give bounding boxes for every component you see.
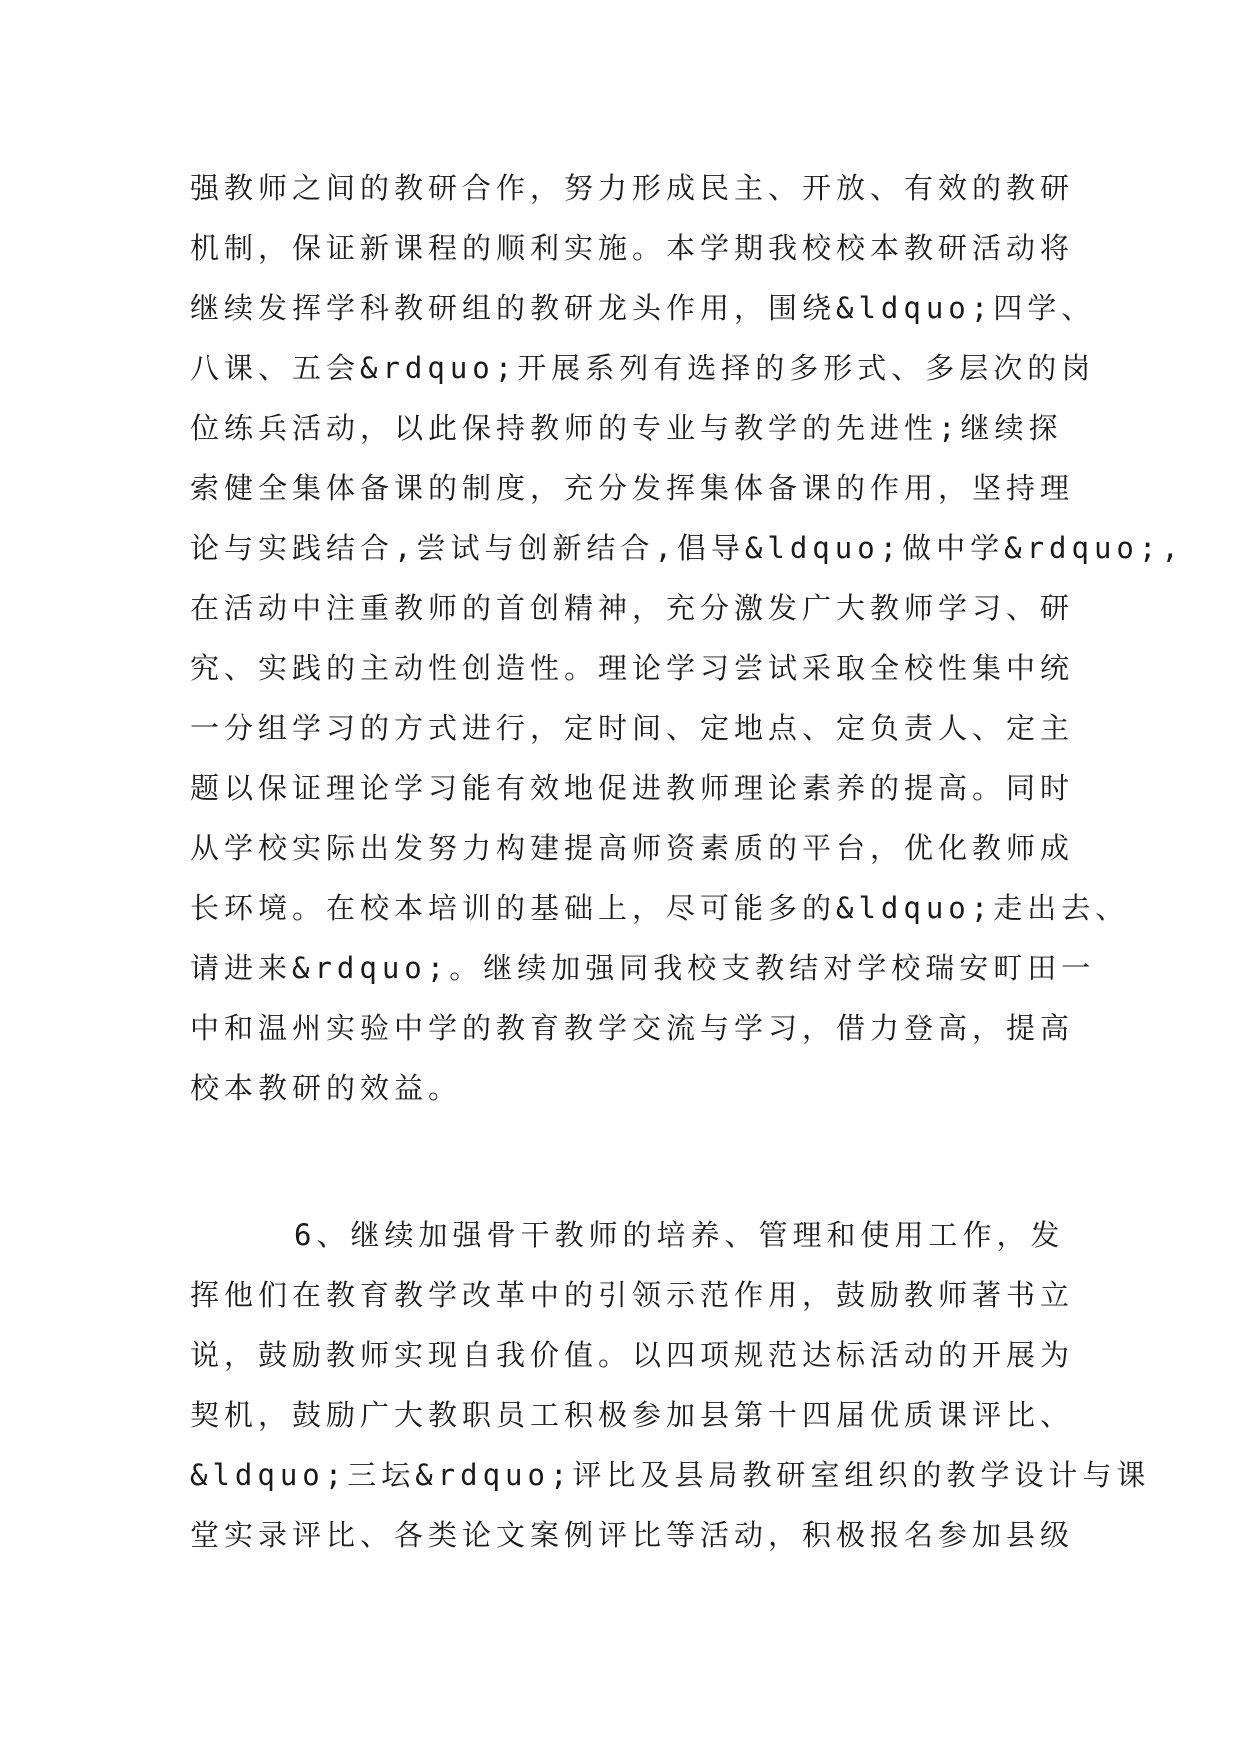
text-line: 堂实录评比、各类论文案例评比等活动，积极报名参加县级 (190, 1518, 1075, 1552)
text-line: 机制，保证新课程的顺利实施。本学期我校校本教研活动将 (190, 231, 1075, 265)
text-line: 题以保证理论学习能有效地促进教师理论素养的提高。同时 (190, 771, 1075, 805)
text-line: 究、实践的主动性创造性。理论学习尝试采取全校性集中统 (190, 651, 1075, 685)
text-line: 在活动中注重教师的首创精神，充分激发广大教师学习、研 (190, 591, 1075, 625)
text-line: 校本教研的效益。 (190, 1071, 463, 1105)
text-line: 位练兵活动，以此保持教师的专业与教学的先进性;继续探 (190, 411, 1063, 445)
text-line: 强教师之间的教研合作，努力形成民主、开放、有效的教研 (190, 171, 1075, 205)
text-line: 论与实践结合,尝试与创新结合,倡导&ldquo;做中学&rdquo;, (190, 531, 1184, 565)
text-line: 从学校实际出发努力构建提高师资素质的平台，优化教师成 (190, 831, 1075, 865)
text-line: 契机，鼓励广大教职员工积极参加县第十四届优质课评比、 (190, 1398, 1075, 1432)
text-line: 6、继续加强骨干教师的培养、管理和使用工作，发 (294, 1218, 1065, 1252)
paragraph-1 (190, 158, 1184, 1118)
text-line: 八课、五会&rdquo;开展系列有选择的多形式、多层次的岗 (190, 351, 1096, 385)
text-line: 继续发挥学科教研组的教研龙头作用，围绕&ldquo;四学、 (190, 291, 1096, 325)
paragraph-2 (190, 1205, 1151, 1565)
text-line: 长环境。在校本培训的基础上，尽可能多的&ldquo;走出去、 (190, 891, 1130, 925)
text-line: 一分组学习的方式进行，定时间、定地点、定负责人、定主 (190, 711, 1075, 745)
text-line: 中和温州实验中学的教育教学交流与学习，借力登高，提高 (190, 1011, 1075, 1045)
text-line: &ldquo;三坛&rdquo;评比及县局教研室组织的教学设计与课 (190, 1458, 1151, 1492)
text-line: 索健全集体备课的制度，充分发挥集体备课的作用，坚持理 (190, 471, 1075, 505)
text-line: 请进来&rdquo;。继续加强同我校支教结对学校瑞安町田一 (190, 951, 1096, 985)
text-line: 说，鼓励教师实现自我价值。以四项规范达标活动的开展为 (190, 1338, 1075, 1372)
text-line: 挥他们在教育教学改革中的引领示范作用，鼓励教师著书立 (190, 1278, 1075, 1312)
